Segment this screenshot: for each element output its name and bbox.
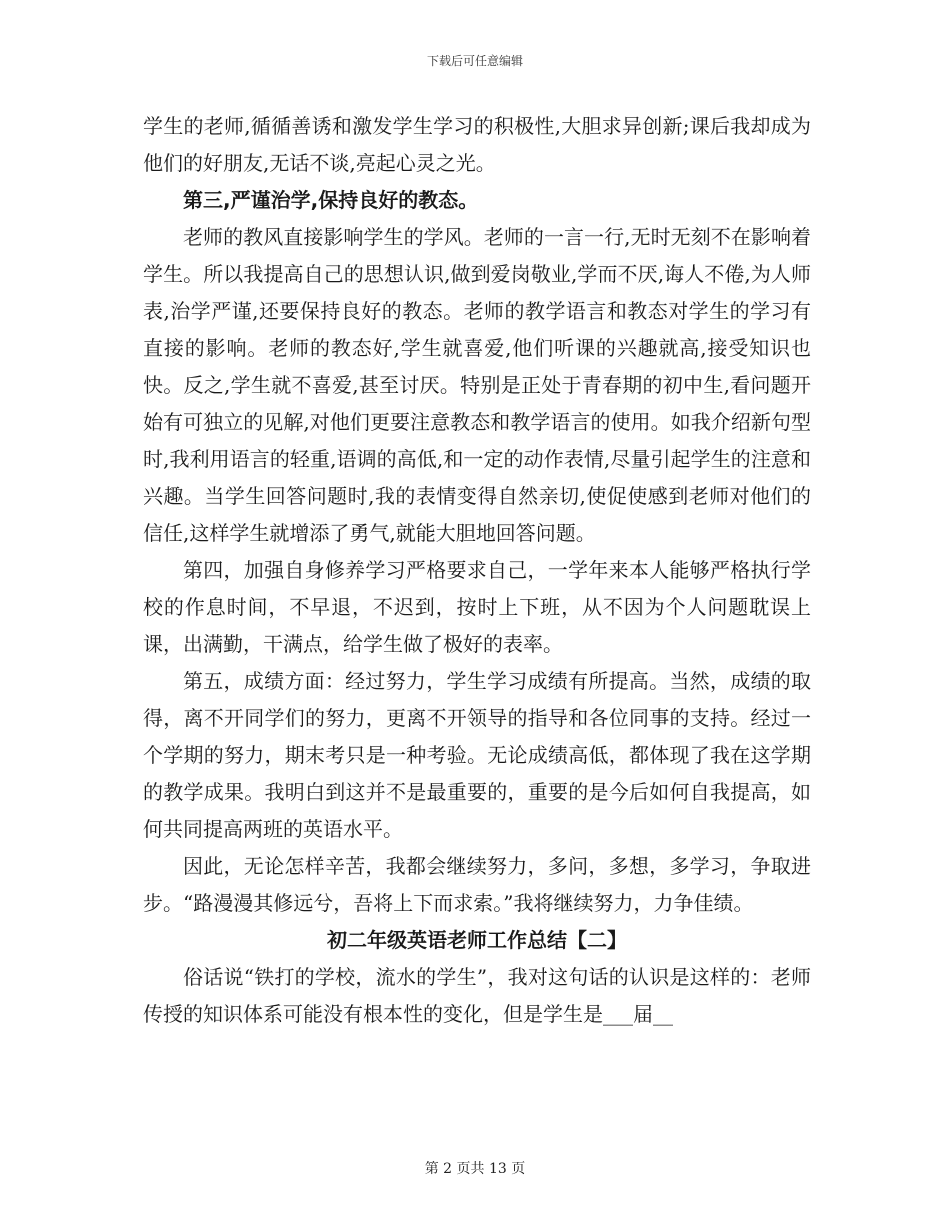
paragraph-conclusion: 因此，无论怎样辛苦，我都会继续努力，多问，多想，多学习，争取进步。“路漫漫其修远兮，吾将上下而求索。”我将继续努力，力争佳绩。: [143, 854, 811, 915]
document-body: [143, 108, 811, 1033]
paragraph-section-two-intro: 俗话说“铁打的学校，流水的学生”，我对这句话的认识是这样的：老师传授的知识体系可能没有根本性的变化，但是学生是___届__: [143, 965, 811, 1026]
paragraph-teaching-manner: 老师的教风直接影响学生的学风。老师的一言一行,无时无刻不在影响着学生。所以我提高自己的思想认识,做到爱岗敬业,学而不厌,诲人不倦,为人师表,治学严谨,还要保持良好的教态。老师的教学语言和教态对学生的学习有直接的影响。老师的教态好,学生就喜爱,他们听课的兴趣就高,接受知识也快。反之,学生就不喜爱,甚至讨厌。特别是正处于青春期的初中生,看问题开始有可独立的见解,对他们更要注意教态和教学语言的使用。如我介绍新句型时,我利用语言的轻重,语调的高低,和一定的动作表情,尽量引起学生的注意和兴趣。当学生回答问题时,我的表情变得自然亲切,使促使感到老师对他们的信任,这样学生就增添了勇气,就能大胆地回答问题。: [143, 225, 811, 545]
section-title: 初二年级英语老师工作总结【二】: [327, 928, 627, 952]
subheading-third-point: 第三,严谨治学,保持良好的教态。: [183, 188, 479, 212]
paragraph-fifth-point: 第五，成绩方面：经过努力，学生学习成绩有所提高。当然，成绩的取得，离不开同学们的努力，更离不开领导的指导和各位同事的支持。经过一个学期的努力，期末考只是一种考验。无论成绩高低，都体现了我在这学期的教学成果。我明白到这并不是最重要的，重要的是今后如何自我提高，如何共同提高两班的英语水平。: [143, 669, 811, 841]
page-header: 下载后可任意编辑: [426, 54, 523, 68]
paragraph-fourth-point: 第四，加强自身修养学习严格要求自己，一学年来本人能够严格执行学校的作息时间，不早退，不迟到，按时上下班，从不因为个人问题耽误上课，出满勤，干满点，给学生做了极好的表率。: [143, 558, 811, 656]
paragraph-continuation: 学生的老师,循循善诱和激发学生学习的积极性,大胆求异创新;课后我却成为他们的好朋友,无话不谈,亮起心灵之光。: [143, 114, 811, 175]
page-footer: 第 2 页共 13 页: [424, 1161, 526, 1177]
